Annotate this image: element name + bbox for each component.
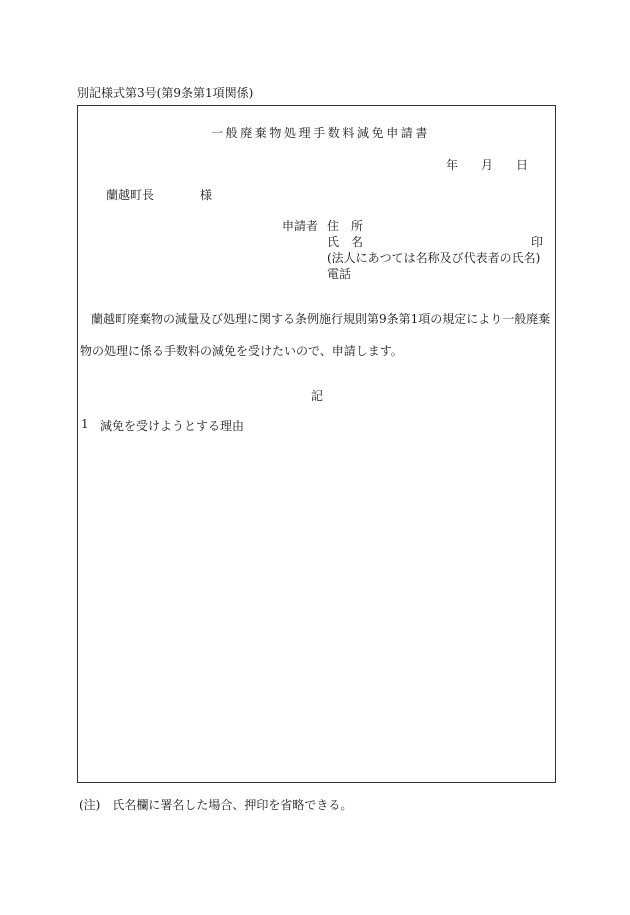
corporation-note: (法人にあつては名称及び代表者の氏名): [327, 251, 541, 265]
body-line-2: 物の処理に係る手数料の減免を受けたいので、申請します。: [80, 344, 403, 358]
name-label: 氏 名: [327, 235, 364, 249]
item-1-text: 減免を受けようとする理由: [100, 419, 245, 433]
addressee-honorific: 様: [200, 188, 213, 202]
application-form: [77, 105, 556, 783]
date-year-label: 年: [446, 158, 459, 172]
phone-label: 電話: [327, 267, 352, 281]
date-day-label: 日: [516, 158, 529, 172]
footnote: (注) 氏名欄に署名した場合、押印を省略できる。: [79, 798, 353, 812]
address-label: 住 所: [327, 219, 364, 233]
form-reference: 別記様式第3号(第9条第1項関係): [77, 86, 254, 100]
seal-mark: 印: [531, 235, 544, 249]
addressee-name: 蘭越町長: [106, 188, 155, 202]
date-month-label: 月: [481, 158, 494, 172]
body-line-1: 蘭越町廃棄物の減量及び処理に関する条例施行規則第9条第1項の規定により一般廃棄: [91, 312, 551, 326]
applicant-label: 申請者: [282, 219, 319, 233]
item-1-number: 1: [81, 417, 89, 431]
ki-heading: 記: [311, 389, 324, 403]
form-title: 一般廃棄物処理手数料減免申請書: [211, 126, 431, 140]
